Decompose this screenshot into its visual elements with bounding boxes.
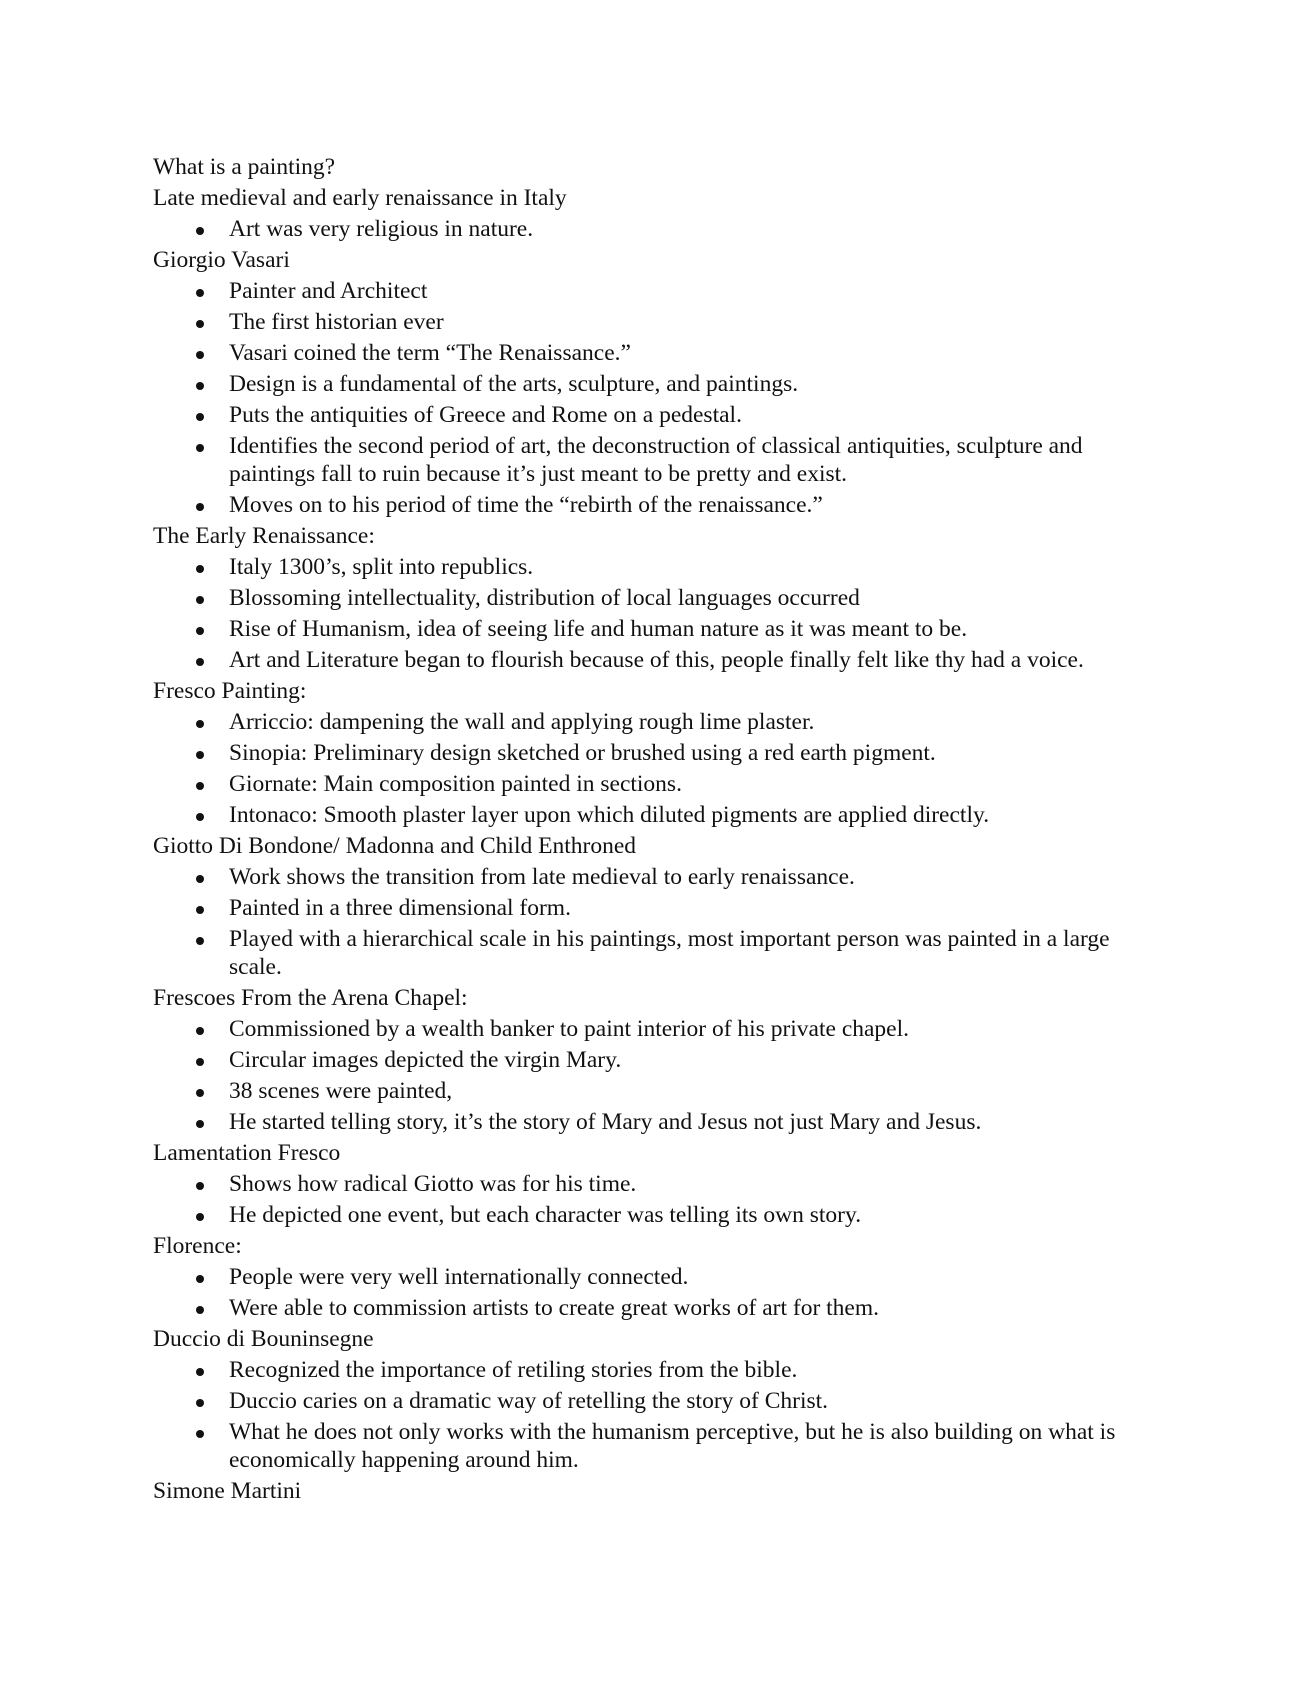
bullet-item <box>153 769 1163 800</box>
bullet-item <box>153 1293 1163 1324</box>
bullet-item <box>153 1014 1163 1045</box>
bullet-dot-icon <box>196 1368 204 1376</box>
bullet-text: Art was very religious in nature. <box>229 216 534 242</box>
bullet-text: Sinopia: Preliminary design sketched or brushed using a red earth pigment. <box>229 740 936 766</box>
bullet-dot-icon <box>196 596 204 604</box>
bullet-item <box>153 614 1163 645</box>
bullet-item <box>153 552 1163 583</box>
bullet-list <box>153 214 1163 245</box>
bullet-list <box>153 1014 1163 1138</box>
bullet-list <box>153 276 1163 521</box>
bullet-dot-icon <box>196 227 204 235</box>
bullet-item <box>153 431 1163 490</box>
bullet-item <box>153 214 1163 245</box>
bullet-text: Rise of Humanism, idea of seeing life and human nature as it was meant to be. <box>229 616 968 642</box>
bullet-item <box>153 1355 1163 1386</box>
document-page <box>153 152 1163 1507</box>
bullet-item <box>153 338 1163 369</box>
bullet-text: The first historian ever <box>229 309 444 335</box>
bullet-text: Blossoming intellectuality, distribution of local languages occurred <box>229 585 860 611</box>
bullet-text: He started telling story, it’s the story of Mary and Jesus not just Mary and Jesus. <box>229 1109 982 1135</box>
bullet-dot-icon <box>196 1399 204 1407</box>
bullet-item <box>153 800 1163 831</box>
bullet-dot-icon <box>196 351 204 359</box>
bullet-text: Commissioned by a wealth banker to paint interior of his private chapel. <box>229 1016 910 1042</box>
section-heading: Giorgio Vasari <box>153 247 290 273</box>
bullet-dot-icon <box>196 1213 204 1221</box>
bullet-item <box>153 307 1163 338</box>
bullet-text: Puts the antiquities of Greece and Rome on a pedestal. <box>229 402 742 428</box>
section-heading: Giotto Di Bondone/ Madonna and Child Enthroned <box>153 833 637 859</box>
bullet-text: Vasari coined the term “The Renaissance.” <box>229 340 631 366</box>
bullet-text: Circular images depicted the virgin Mary. <box>229 1047 622 1073</box>
section-heading: Florence: <box>153 1233 242 1259</box>
bullet-dot-icon <box>196 875 204 883</box>
bullet-list <box>153 552 1163 676</box>
bullet-text: Italy 1300’s, split into republics. <box>229 554 534 580</box>
section-heading: Duccio di Bouninsegne <box>153 1326 374 1352</box>
bullet-text: Moves on to his period of time the “rebirth of the renaissance.” <box>229 492 823 518</box>
bullet-item <box>153 893 1163 924</box>
bullet-item <box>153 276 1163 307</box>
section-heading: Fresco Painting: <box>153 678 307 704</box>
bullet-text: People were very well internationally connected. <box>229 1264 689 1290</box>
bullet-dot-icon <box>196 320 204 328</box>
bullet-dot-icon <box>196 503 204 511</box>
bullet-item <box>153 1417 1163 1476</box>
bullet-text: Duccio caries on a dramatic way of retelling the story of Christ. <box>229 1388 829 1414</box>
bullet-dot-icon <box>196 658 204 666</box>
bullet-dot-icon <box>196 1275 204 1283</box>
bullet-item <box>153 862 1163 893</box>
bullet-item <box>153 369 1163 400</box>
bullet-dot-icon <box>196 782 204 790</box>
bullet-dot-icon <box>196 382 204 390</box>
bullet-dot-icon <box>196 720 204 728</box>
bullet-item <box>153 1045 1163 1076</box>
bullet-list <box>153 1262 1163 1324</box>
section-heading: What is a painting? <box>153 154 336 180</box>
bullet-item <box>153 645 1163 676</box>
bullet-dot-icon <box>196 1306 204 1314</box>
bullet-item <box>153 1200 1163 1231</box>
bullet-item <box>153 738 1163 769</box>
bullet-text: Art and Literature began to flourish because of this, people finally felt like thy had a voice. <box>229 647 1084 673</box>
section-heading: Frescoes From the Arena Chapel: <box>153 985 468 1011</box>
bullet-text: Arriccio: dampening the wall and applying rough lime plaster. <box>229 709 815 735</box>
bullet-text: Giornate: Main composition painted in sections. <box>229 771 682 797</box>
bullet-text: Work shows the transition from late medieval to early renaissance. <box>229 864 855 890</box>
bullet-dot-icon <box>196 1058 204 1066</box>
bullet-dot-icon <box>196 565 204 573</box>
bullet-text: Painter and Architect <box>229 278 428 304</box>
bullet-dot-icon <box>196 906 204 914</box>
bullet-item <box>153 924 1163 983</box>
bullet-dot-icon <box>196 627 204 635</box>
bullet-text: He depicted one event, but each character was telling its own story. <box>229 1202 862 1228</box>
bullet-list <box>153 862 1163 983</box>
section-heading: The Early Renaissance: <box>153 523 375 549</box>
bullet-dot-icon <box>196 289 204 297</box>
bullet-item <box>153 1076 1163 1107</box>
bullet-item <box>153 490 1163 521</box>
bullet-item <box>153 1386 1163 1417</box>
section-heading: Lamentation Fresco <box>153 1140 341 1166</box>
bullet-dot-icon <box>196 937 204 945</box>
bullet-dot-icon <box>196 1430 204 1438</box>
bullet-list <box>153 707 1163 831</box>
bullet-dot-icon <box>196 1182 204 1190</box>
bullet-list <box>153 1169 1163 1231</box>
bullet-item <box>153 1169 1163 1200</box>
bullet-item <box>153 1107 1163 1138</box>
bullet-text: Recognized the importance of retiling stories from the bible. <box>229 1357 798 1383</box>
bullet-text: Played with a hierarchical scale in his paintings, most important person was painted in a large scale. <box>229 926 1110 980</box>
bullet-item <box>153 583 1163 614</box>
bullet-dot-icon <box>196 444 204 452</box>
bullet-dot-icon <box>196 1089 204 1097</box>
bullet-text: Painted in a three dimensional form. <box>229 895 571 921</box>
bullet-text: Were able to commission artists to create great works of art for them. <box>229 1295 880 1321</box>
bullet-list <box>153 1355 1163 1476</box>
bullet-item <box>153 1262 1163 1293</box>
bullet-text: Identifies the second period of art, the deconstruction of classical antiquities, sculpture and paintings fall to ruin because it’s just meant to be pretty and exist. <box>229 433 1083 487</box>
bullet-dot-icon <box>196 751 204 759</box>
section-heading: Simone Martini <box>153 1478 302 1504</box>
bullet-dot-icon <box>196 1027 204 1035</box>
bullet-dot-icon <box>196 1120 204 1128</box>
bullet-text: Intonaco: Smooth plaster layer upon which diluted pigments are applied directly. <box>229 802 990 828</box>
bullet-text: What he does not only works with the humanism perceptive, but he is also building on what is economically happening around him. <box>229 1419 1116 1473</box>
bullet-text: Shows how radical Giotto was for his time. <box>229 1171 637 1197</box>
bullet-text: Design is a fundamental of the arts, sculpture, and paintings. <box>229 371 799 397</box>
bullet-item <box>153 400 1163 431</box>
bullet-text: 38 scenes were painted, <box>229 1078 453 1104</box>
notes-body <box>153 152 1163 1507</box>
bullet-dot-icon <box>196 413 204 421</box>
bullet-item <box>153 707 1163 738</box>
bullet-dot-icon <box>196 813 204 821</box>
section-heading: Late medieval and early renaissance in Italy <box>153 185 567 211</box>
